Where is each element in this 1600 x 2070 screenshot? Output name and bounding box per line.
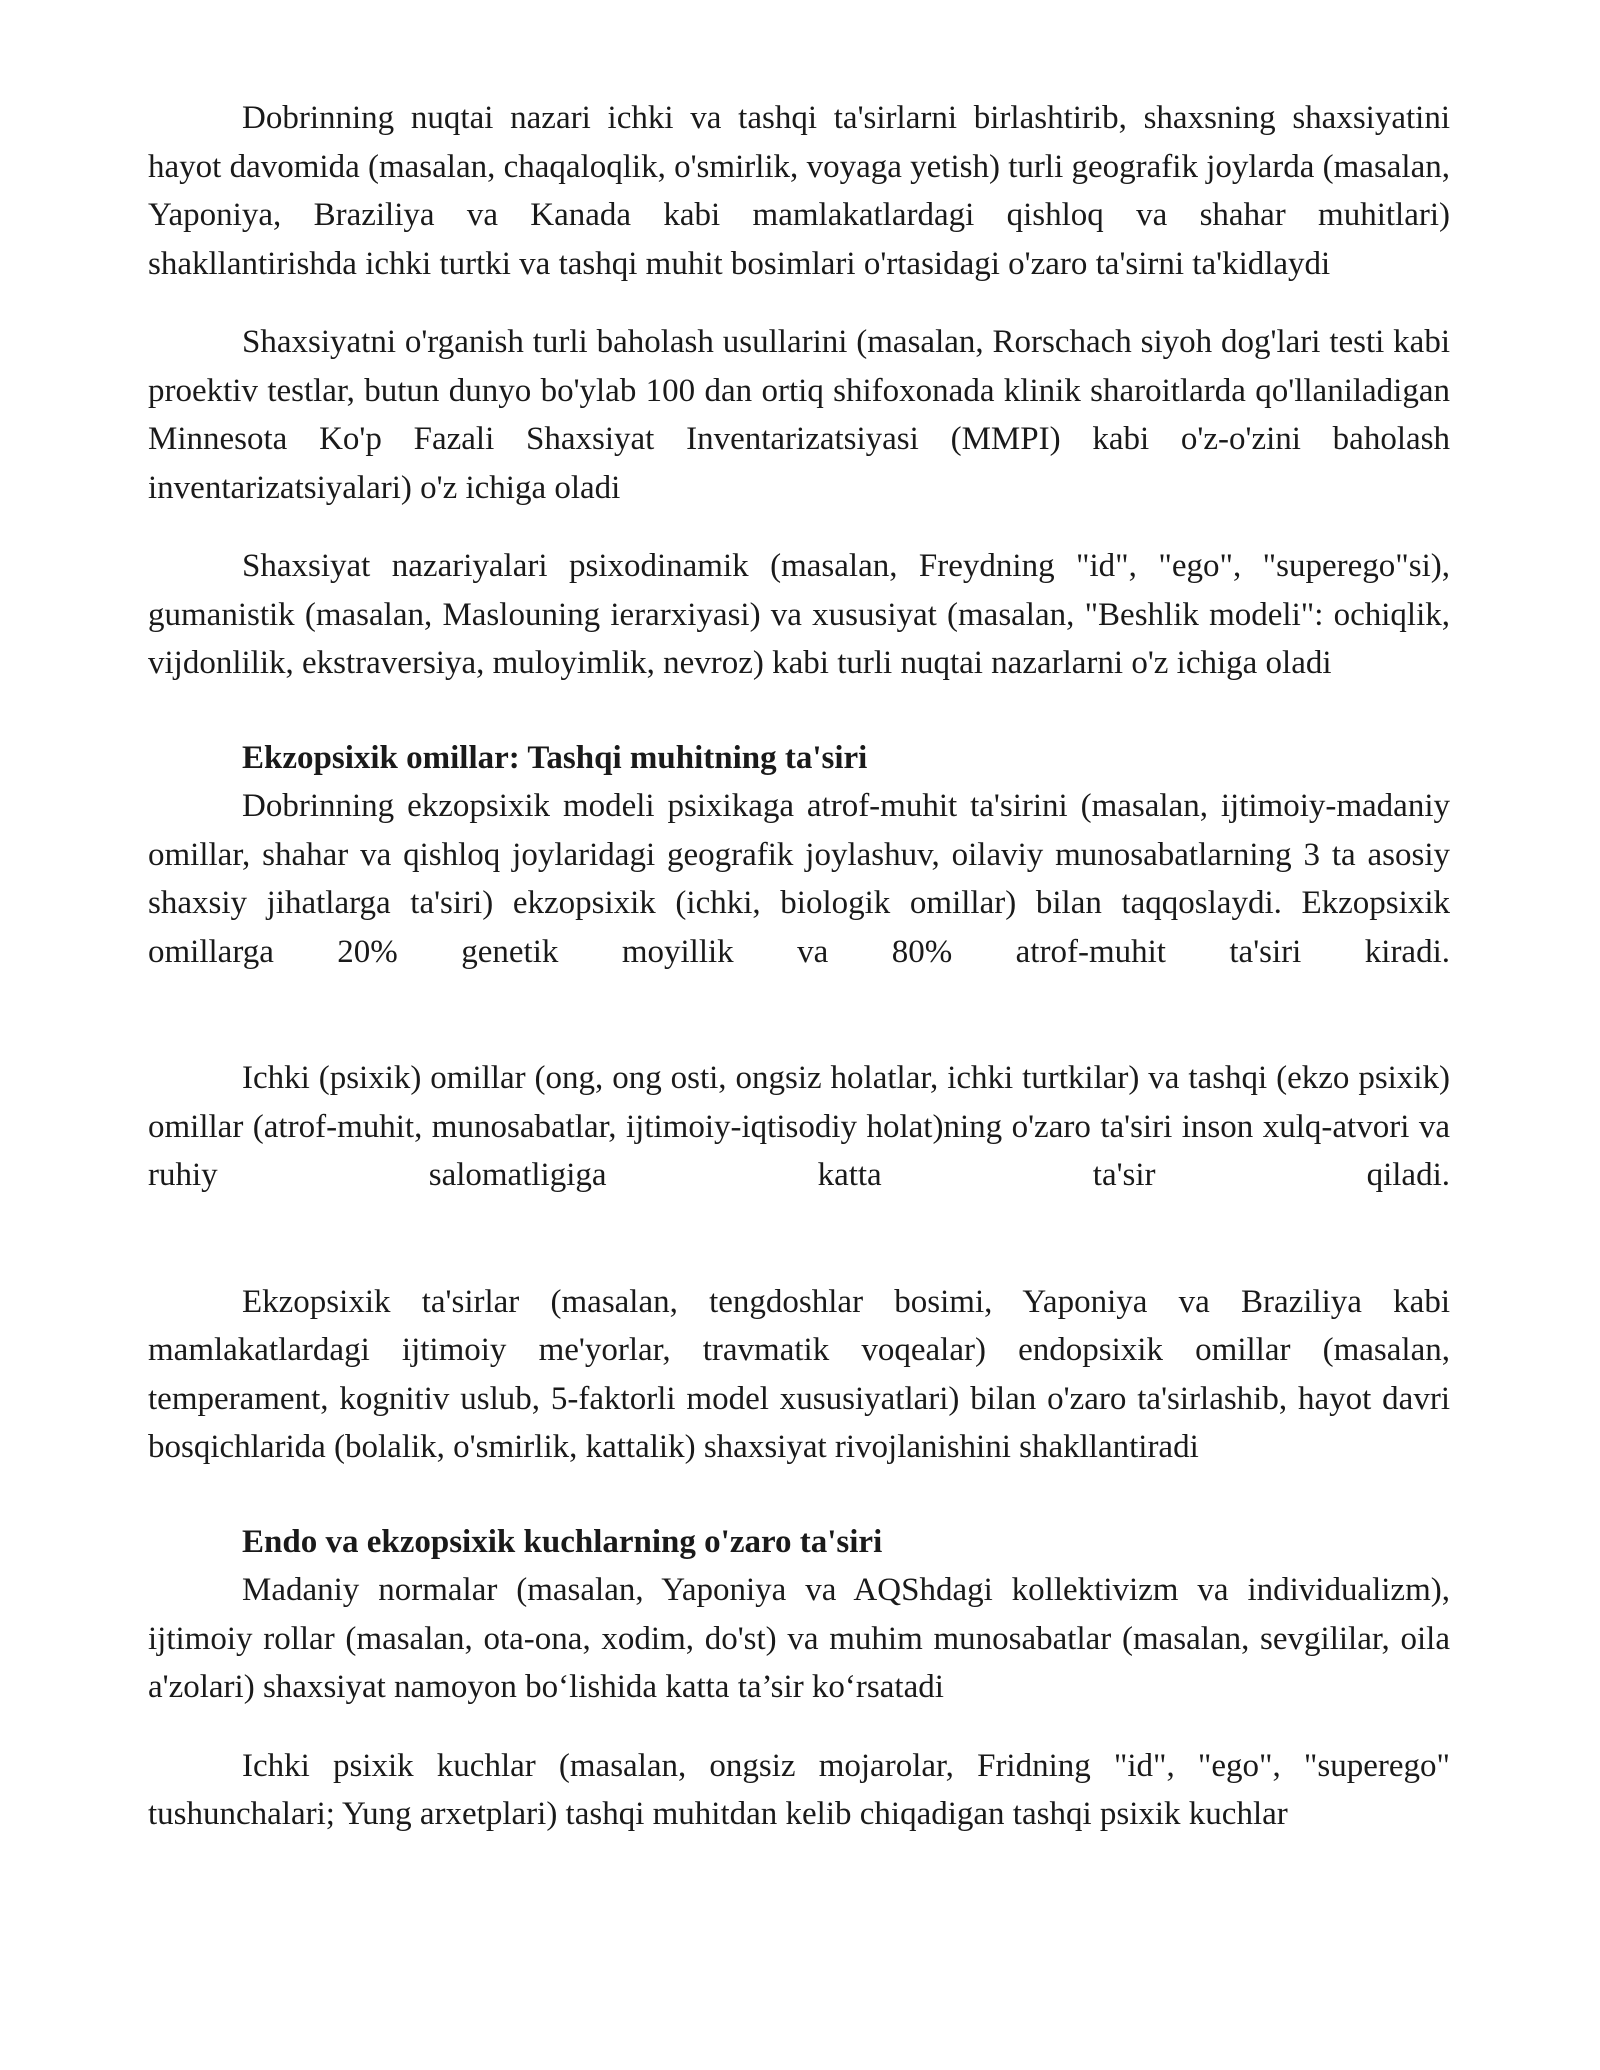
paragraph-exopsychic-model: Dobrinning ekzopsixik modeli psixikaga atrof-muhit ta'sirini (masalan, ijtimoiy-madaniy omillar, shahar va qishloq joylaridagi geografik joylashuv, oilaviy munosabatlarning 3 ta asosiy shaxsiy jihatlarga ta'siri) ekzopsixik (ichki, biologik omillar) bilan taqqoslaydi. Ekzopsixik omillarga 20% genetik moyillik va 80% atrof-muhit ta'siri kiradi. (148, 788, 1450, 970)
paragraph-assessment-methods: Shaxsiyatni o'rganish turli baholash usullarini (masalan, Rorschach siyoh dog'lari testi kabi proektiv testlar, butun dunyo bo'ylab 100 dan ortiq shifoxonada klinik sharoitlarda qo'llaniladigan Minnesota Ko'p Fazali Shaxsiyat Inventarizatsiyasi (MMPI) kabi o'z-o'zini baholash inventarizatsiyalari) o'z ichiga oladi (148, 324, 1450, 506)
heading-endo-exo-interaction: Endo va ekzopsixik kuchlarning o'zaro ta'siri (242, 1523, 883, 1560)
paragraph-dobrin-view: Dobrinning nuqtai nazari ichki va tashqi ta'sirlarni birlashtirib, shaxsning shaxsiyatini hayot davomida (masalan, chaqaloqlik, o'smirlik, voyaga yetish) turli geografik joylarda (masalan, Yaponiya, Braziliya va Kanada kabi mamlakatlardagi qishloq va shahar muhitlari) shakllantirishda ichki turtki va tashqi muhit bosimlari o'rtasidagi o'zaro ta'sirni ta'kidlaydi (148, 100, 1450, 282)
document-page (148, 94, 1450, 1839)
paragraph-personality-theories: Shaxsiyat nazariyalari psixodinamik (masalan, Freydning "id", "ego", "superego"si), gumanistik (masalan, Maslouning ierarxiyasi) va xususiyat (masalan, "Beshlik modeli": ochiqlik, vijdonlilik, ekstraversiya, muloyimlik, nevroz) kabi turli nuqtai nazarlarni o'z ichiga oladi (148, 548, 1450, 681)
paragraph-cultural-norms: Madaniy normalar (masalan, Yaponiya va AQShdagi kollektivizm va individualizm), ijtimoiy rollar (masalan, ota-ona, xodim, do'st) va muhim munosabatlar (masalan, sevgililar, oila a'zolari) shaxsiyat namoyon bo‘lishida katta ta’sir ko‘rsatadi (148, 1572, 1450, 1705)
paragraph-internal-psychic-forces: Ichki psixik kuchlar (masalan, ongsiz mojarolar, Fridning "id", "ego", "superego" tushunchalari; Yung arxetplari) tashqi muhitdan kelib chiqadigan tashqi psixik kuchlar (148, 1747, 1450, 1832)
heading-exopsychic-factors: Ekzopsixik omillar: Tashqi muhitning ta'siri (242, 739, 868, 776)
paragraph-internal-external-factors: Ichki (psixik) omillar (ong, ong osti, ongsiz holatlar, ichki turtkilar) va tashqi (ekzo psixik) omillar (atrof-muhit, munosabatlar, ijtimoiy-iqtisodiy holat)ning o'zaro ta'siri inson xulq-atvori va ruhiy salomatligiga katta ta'sir qiladi. (148, 1060, 1450, 1193)
paragraph-exopsychic-influences: Ekzopsixik ta'sirlar (masalan, tengdoshlar bosimi, Yaponiya va Braziliya kabi mamlakatlardagi ijtimoiy me'yorlar, travmatik voqealar) endopsixik omillar (masalan, temperament, kognitiv uslub, 5-faktorli model xususiyatlari) bilan o'zaro ta'sirlashib, hayot davri bosqichlarida (bolalik, o'smirlik, kattalik) shaxsiyat rivojlanishini shakllantiradi (148, 1283, 1450, 1465)
